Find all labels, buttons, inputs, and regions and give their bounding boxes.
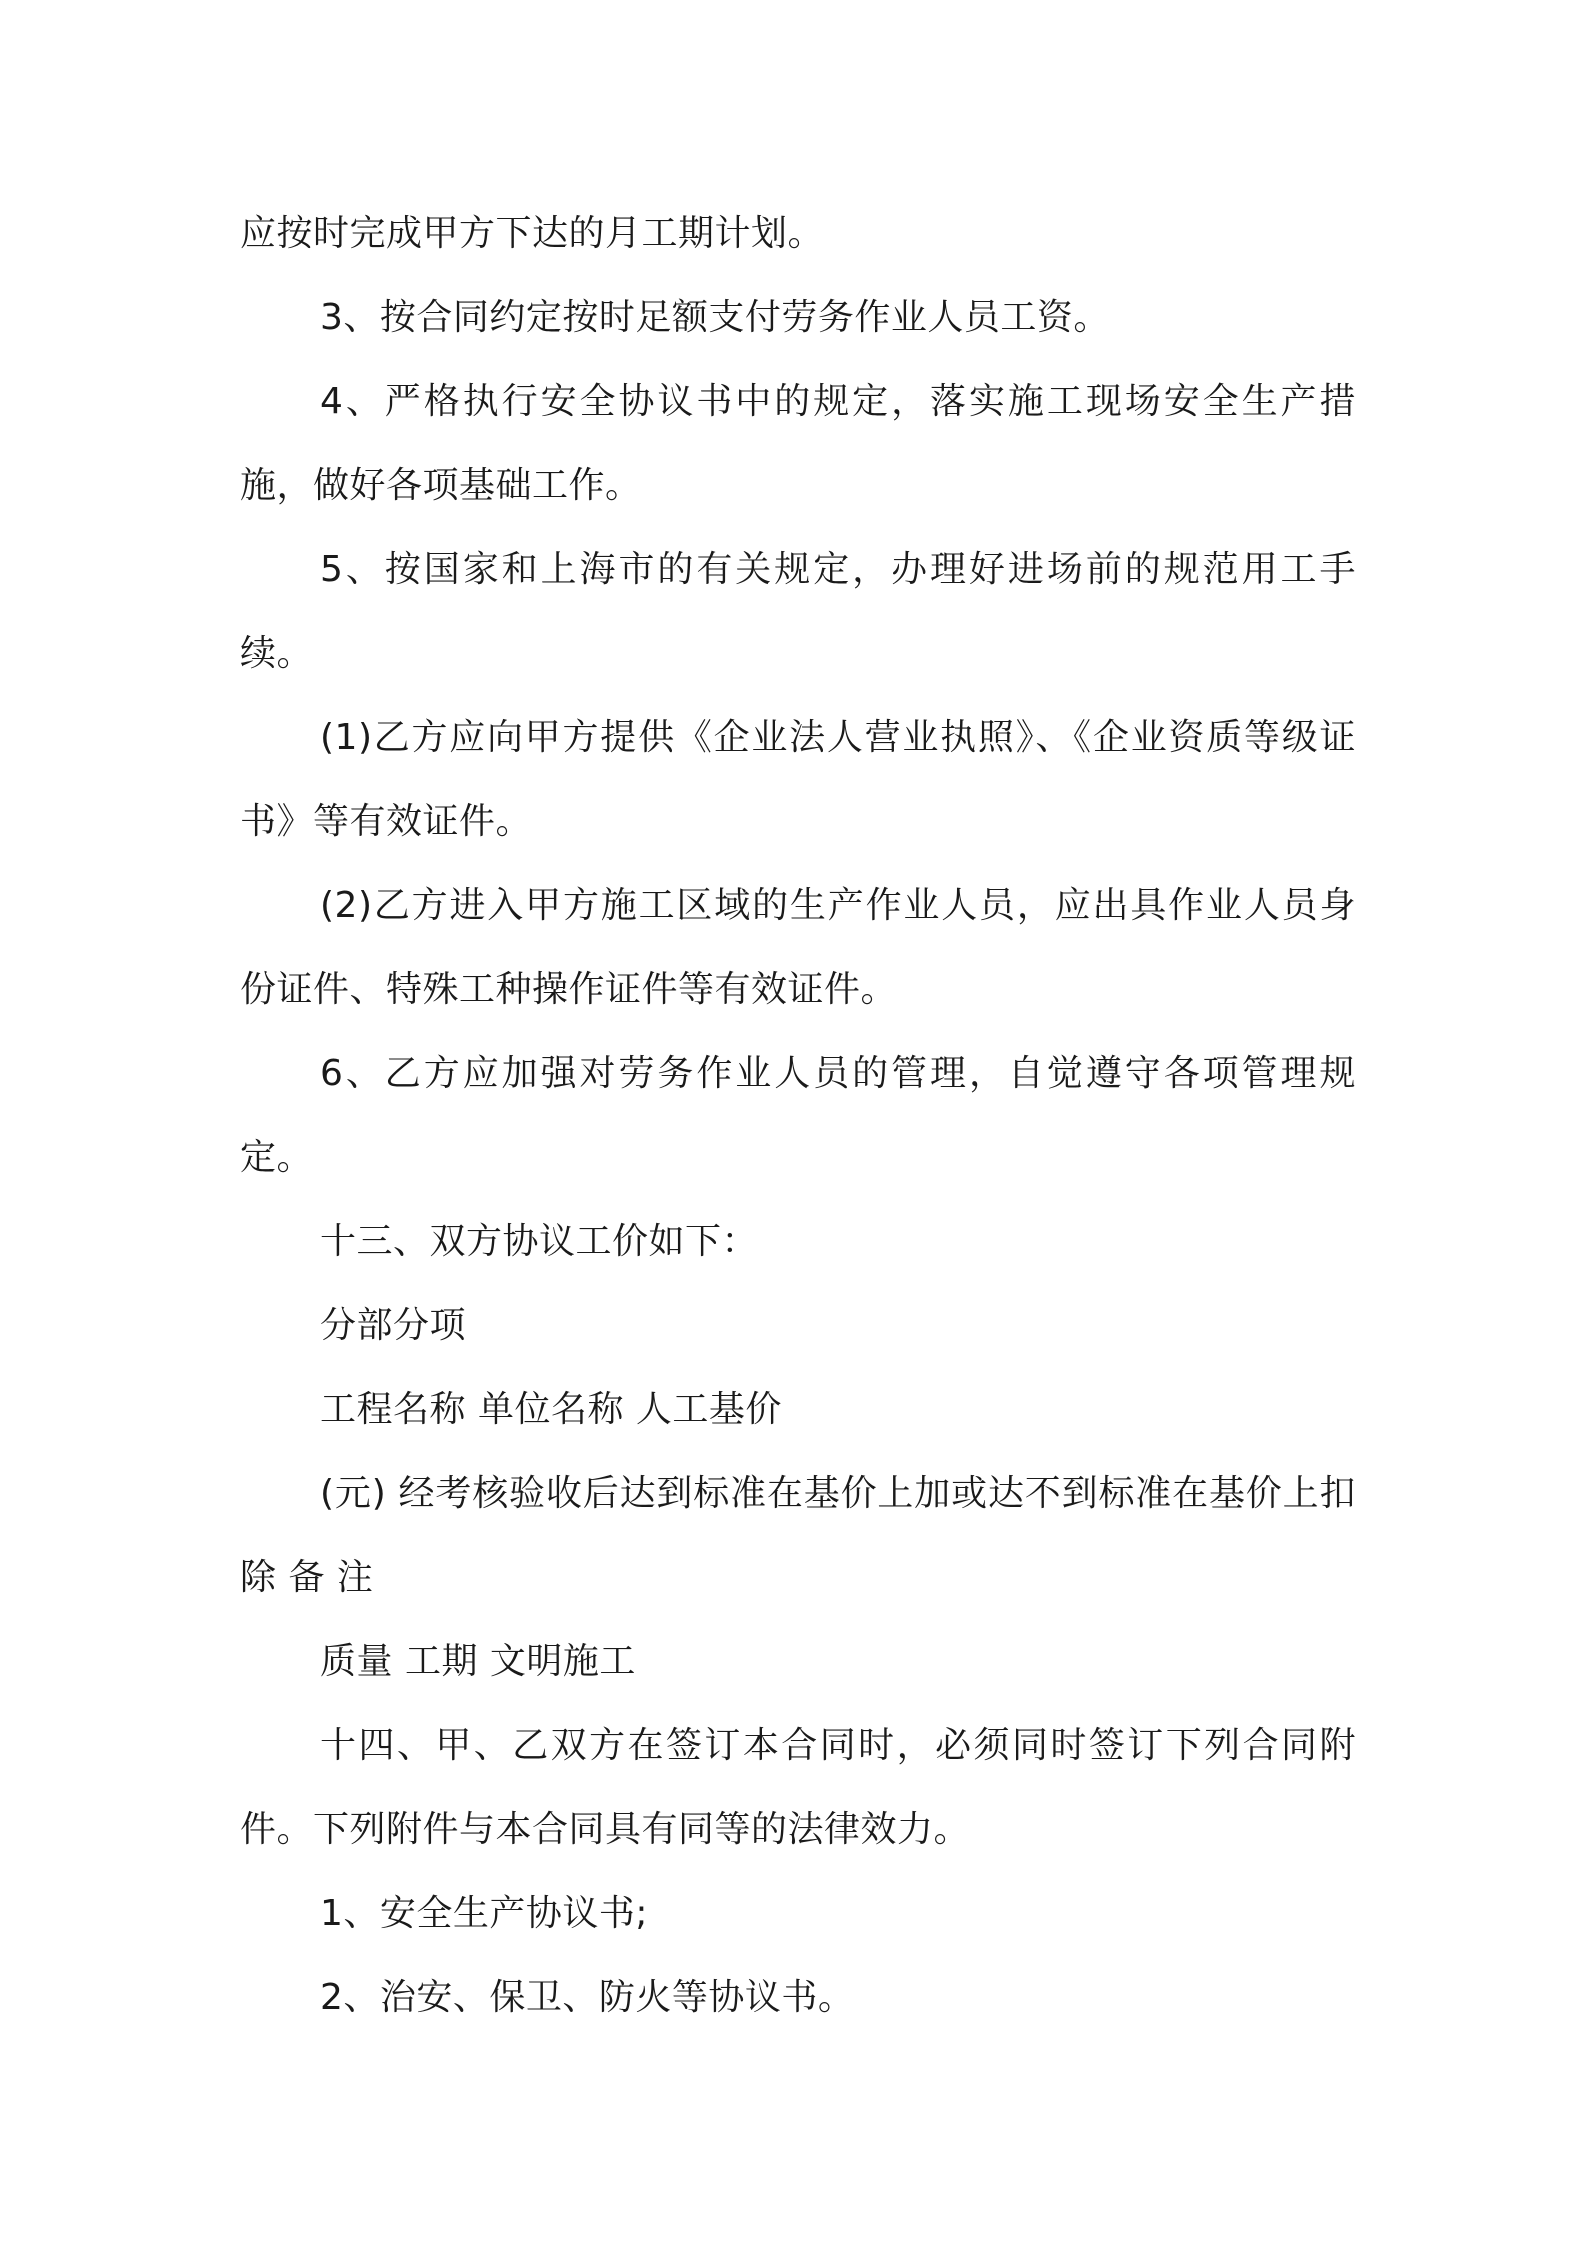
attachment-item-2: 2、治安、保卫、防火等协议书。: [320, 1977, 855, 2018]
section-heading-14: 十四、甲、乙双方在签订本合同时，必须同时签订下列合同附件。下列附件与本合同具有同等的法律效力。: [240, 1725, 1356, 1850]
paragraph-item-5: 5、按国家和上海市的有关规定，办理好进场前的规范用工手续。: [240, 549, 1356, 674]
paragraph-item-4: 4、严格执行安全协议书中的规定，落实施工现场安全生产措施，做好各项基础工作。: [240, 381, 1356, 506]
section-heading-13: 十三、双方协议工价如下：: [320, 1221, 759, 1262]
paragraph-subitem-2: (2)乙方进入甲方施工区域的生产作业人员，应出具作业人员身份证件、特殊工种操作证件等有效证件。: [240, 885, 1356, 1010]
paragraph-continuation: 应按时完成甲方下达的月工期计划。: [240, 213, 825, 254]
price-table-line-2: 工程名称 单位名称 人工基价: [320, 1389, 782, 1430]
document-body: [240, 192, 1356, 2040]
paragraph-subitem-1: (1)乙方应向甲方提供《企业法人营业执照》、《企业资质等级证书》等有效证件。: [240, 717, 1356, 842]
paragraph-item-6: 6、乙方应加强对劳务作业人员的管理，自觉遵守各项管理规定。: [240, 1053, 1356, 1178]
paragraph-item-3: 3、按合同约定按时足额支付劳务作业人员工资。: [320, 297, 1110, 338]
price-table-line-3: (元) 经考核验收后达到标准在基价上加或达不到标准在基价上扣除 备 注: [240, 1473, 1356, 1598]
price-table-line-1: 分部分项: [320, 1305, 467, 1346]
attachment-item-1: 1、安全生产协议书;: [320, 1893, 649, 1934]
price-table-line-4: 质量 工期 文明施工: [320, 1641, 636, 1682]
